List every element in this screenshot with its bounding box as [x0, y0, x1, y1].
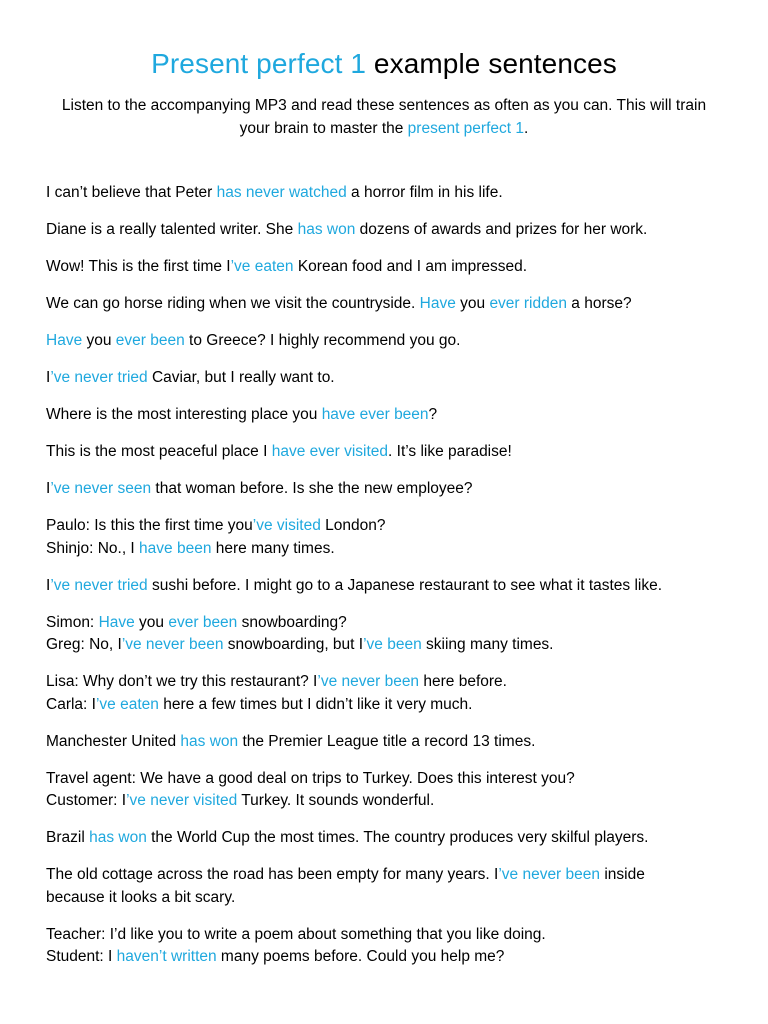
text-run: here a few times but I didn’t like it very much. — [158, 695, 473, 713]
example-sentence — [46, 864, 722, 909]
text-run: Student: I — [46, 948, 117, 965]
example-sentence — [46, 441, 722, 464]
text-run: Listen to the accompanying MP3 and read these sentences as often as you can. This will train your brain to master the — [61, 97, 707, 137]
text-run: because it looks a bit scary. — [46, 888, 236, 906]
highlighted-phrase: ever been — [168, 613, 238, 631]
text-run: the World Cup the most times. The country produces very skilful players. — [146, 829, 649, 846]
text-run: here before. — [419, 673, 507, 690]
text-run: a horror film in his life. — [346, 184, 503, 201]
text-run: Shinjo: No., I — [46, 539, 140, 557]
highlighted-phrase: Have — [419, 295, 456, 312]
text-run: Greg: No, I — [46, 636, 122, 653]
highlighted-phrase: have ever visited — [271, 443, 389, 460]
text-run: The old cottage across the road has been empty for many years. I — [46, 866, 499, 883]
highlighted-phrase: have ever been — [321, 406, 429, 423]
text-run: Korean food and I am impressed. — [293, 258, 528, 275]
highlighted-phrase: has never watched — [216, 184, 347, 201]
highlighted-phrase: ’ve never visited — [126, 792, 238, 809]
highlighted-phrase: ’ve never tried — [50, 369, 148, 386]
text-run: skiing many times. — [421, 636, 554, 653]
text-run: a horse? — [566, 295, 632, 312]
text-run: here many times. — [211, 539, 335, 557]
highlighted-phrase: ’ve visited — [252, 517, 321, 534]
highlighted-phrase: ’ve never been — [317, 673, 420, 690]
highlighted-phrase: ’ve never tried — [50, 576, 148, 594]
example-sentence — [46, 219, 722, 242]
text-run: We can go horse riding when we visit the countryside. — [46, 295, 420, 312]
text-run: I — [46, 369, 51, 386]
example-sentence — [46, 768, 722, 813]
example-sentence — [46, 293, 722, 316]
highlighted-phrase: has won — [297, 221, 356, 238]
text-run: Turkey. It sounds wonderful. — [237, 792, 435, 809]
text-run: Where is the most interesting place you — [46, 406, 322, 423]
highlighted-phrase: haven’t written — [116, 948, 217, 965]
example-sentence — [46, 367, 722, 390]
text-run: Simon: — [46, 613, 99, 631]
intro-paragraph — [46, 94, 722, 140]
example-sentence — [46, 515, 722, 560]
highlighted-phrase: ’ve never been — [498, 866, 601, 883]
text-run: many poems before. Could you help me? — [216, 948, 505, 965]
text-run: . It’s like paradise! — [388, 443, 512, 460]
text-run: you — [82, 332, 116, 349]
text-run: I — [46, 480, 51, 497]
text-run: sushi before. I might go to a Japanese restaurant to see what it tastes like. — [147, 576, 663, 594]
text-run: Diane is a really talented writer. She — [46, 221, 298, 238]
highlighted-phrase: ever ridden — [489, 295, 567, 312]
highlighted-phrase: ’ve never been — [121, 636, 224, 653]
text-run: Manchester United — [46, 732, 181, 750]
highlighted-phrase: Have — [98, 613, 135, 631]
example-sentence — [46, 612, 722, 657]
text-run: Travel agent: We have a good deal on trips to Turkey. Does this interest you? — [46, 769, 575, 787]
text-run: you — [455, 295, 490, 312]
text-run: Carla: I — [46, 695, 96, 713]
highlighted-phrase: ’ve been — [363, 636, 422, 653]
example-sentence — [46, 478, 722, 501]
text-run: Lisa: Why don’t we try this restaurant? I — [46, 673, 318, 690]
text-run: the Premier League title a record 13 times. — [238, 732, 536, 750]
text-run: Customer: I — [46, 792, 127, 809]
example-sentence — [46, 404, 722, 427]
example-sentence — [46, 671, 722, 716]
example-sentence — [46, 731, 722, 754]
text-run: I — [46, 576, 51, 594]
example-sentence — [46, 256, 722, 279]
text-run: you — [134, 613, 169, 631]
text-run: dozens of awards and prizes for her work. — [355, 221, 648, 238]
text-run: inside — [600, 866, 645, 883]
page-title — [46, 44, 722, 84]
highlighted-phrase: ’ve eaten — [95, 695, 159, 713]
highlighted-phrase: Have — [46, 332, 83, 349]
text-run: Brazil — [46, 829, 90, 846]
text-run: that woman before. Is she the new employee? — [151, 480, 473, 497]
text-run: Wow! This is the first time I — [46, 258, 231, 275]
highlighted-phrase: have been — [139, 539, 212, 557]
text-run: . — [524, 120, 529, 137]
text-run: example sentences — [366, 48, 617, 79]
highlighted-phrase: ’ve never seen — [50, 480, 152, 497]
text-run: This is the most peaceful place I — [46, 443, 272, 460]
text-run: I can’t believe that Peter — [46, 184, 217, 201]
highlighted-phrase: Present perfect 1 — [151, 48, 367, 79]
example-sentence — [46, 182, 722, 205]
text-run: Teacher: I’d like you to write a poem about something that you like doing. — [46, 925, 546, 943]
highlighted-phrase: ’ve eaten — [230, 258, 294, 275]
text-run: to Greece? I highly recommend you go. — [184, 332, 461, 349]
text-run: ? — [428, 406, 438, 423]
highlighted-phrase: has won — [180, 732, 239, 750]
text-run: Paulo: Is this the first time you — [46, 517, 253, 534]
sentence-list — [46, 182, 722, 969]
highlighted-phrase: ever been — [115, 332, 185, 349]
text-run: snowboarding, but I — [223, 636, 364, 653]
example-sentence — [46, 924, 722, 969]
highlighted-phrase: has won — [89, 829, 147, 846]
text-run: London? — [320, 517, 386, 534]
example-sentence — [46, 330, 722, 353]
example-sentence — [46, 575, 722, 598]
text-run: snowboarding? — [237, 613, 347, 631]
text-run: Caviar, but I really want to. — [147, 369, 335, 386]
example-sentence — [46, 827, 722, 850]
highlighted-phrase: present perfect 1 — [407, 120, 524, 137]
